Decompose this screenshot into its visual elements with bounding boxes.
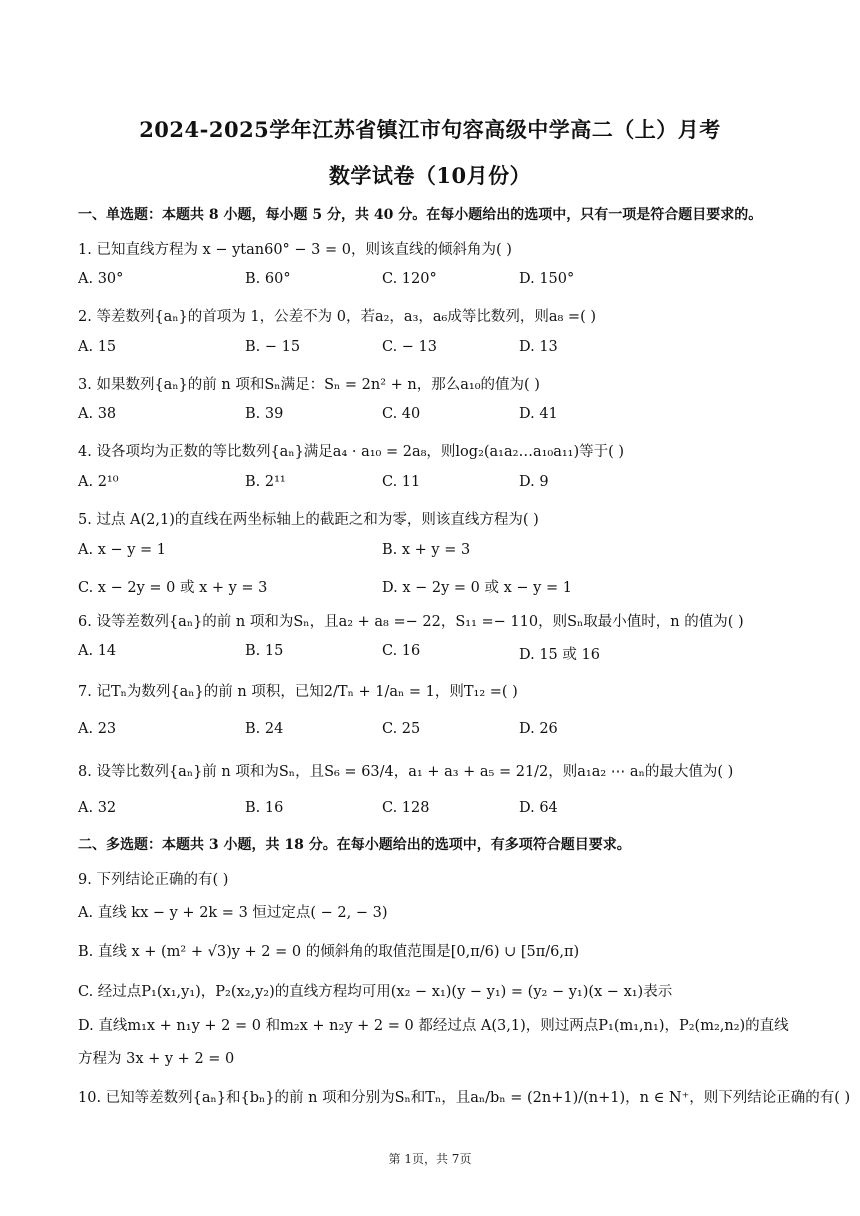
question-1-option-d: D. 150° xyxy=(519,271,575,287)
question-7-option-b: B. 24 xyxy=(245,721,284,737)
question-9-option-d-line1: D. 直线m₁x + n₁y + 2 = 0 和m₂x + n₂y + 2 = 0 都经过点 A(3,1)，则过两点P₁(m₁,n₁)，P₂(m₂,n₂)的直线 xyxy=(78,1018,789,1034)
question-7-option-a: A. 23 xyxy=(78,721,117,737)
question-4-option-c: C. 11 xyxy=(382,474,421,490)
question-3-option-b: B. 39 xyxy=(245,406,284,422)
question-7-option-d: D. 26 xyxy=(519,721,558,737)
question-9-stem: 9. 下列结论正确的有( ) xyxy=(78,872,229,888)
question-9-option-a: A. 直线 kx − y + 2k = 3 恒过定点( − 2, − 3) xyxy=(78,905,388,921)
question-4-option-d: D. 9 xyxy=(519,474,549,490)
question-3-option-d: D. 41 xyxy=(519,406,558,422)
question-8-option-b: B. 16 xyxy=(245,800,284,816)
question-1-option-b: B. 60° xyxy=(245,271,291,287)
exam-title-line1: 2024-2025学年江苏省镇江市句容高级中学高二（上）月考 xyxy=(139,117,721,142)
question-2-option-c: C. − 13 xyxy=(382,339,438,355)
question-6-option-d: D. 15 或 16 xyxy=(519,647,600,663)
question-5-option-a: A. x − y = 1 xyxy=(78,542,167,558)
question-1-stem: 1. 已知直线方程为 x − ytan60° − 3 = 0，则该直线的倾斜角为( ) xyxy=(78,242,512,258)
exam-title-line2: 数学试卷（10月份） xyxy=(328,163,532,188)
question-9-option-d-line2: 方程为 3x + y + 2 = 0 xyxy=(78,1051,235,1067)
question-4-stem: 4. 设各项均为正数的等比数列{aₙ}满足a₄ · a₁₀ = 2a₈，则log₂(a₁a₂…a₁₀a₁₁)等于( ) xyxy=(78,444,625,460)
question-9-option-c: C. 经过点P₁(x₁,y₁)，P₂(x₂,y₂)的直线方程均可用(x₂ − x₁)(y − y₁) = (y₂ − y₁)(x − x₁)表示 xyxy=(78,984,673,1000)
question-2-option-d: D. 13 xyxy=(519,339,558,355)
question-4-option-b: B. 2¹¹ xyxy=(245,474,286,490)
question-2-stem: 2. 等差数列{aₙ}的首项为 1，公差不为 0，若a₂，a₃，a₆成等比数列，则a₈ =( ) xyxy=(78,309,596,325)
question-5-option-c: C. x − 2y = 0 或 x + y = 3 xyxy=(78,580,268,596)
question-6-option-c: C. 16 xyxy=(382,643,421,659)
question-1-option-a: A. 30° xyxy=(78,271,124,287)
question-6-option-a: A. 14 xyxy=(78,643,117,659)
question-7-stem: 7. 记Tₙ为数列{aₙ}的前 n 项积，已知2/Tₙ + 1/aₙ = 1，则T₁₂ =( ) xyxy=(78,684,518,700)
question-8-option-c: C. 128 xyxy=(382,800,430,816)
question-8-option-d: D. 64 xyxy=(519,800,558,816)
question-8-stem: 8. 设等比数列{aₙ}前 n 项和为Sₙ，且S₆ = 63/4，a₁ + a₃ + a₅ = 21/2，则a₁a₂ ⋯ aₙ的最大值为( ) xyxy=(78,764,734,780)
question-9-option-b: B. 直线 x + (m² + √3)y + 2 = 0 的倾斜角的取值范围是[0,π/6) ∪ [5π/6,π) xyxy=(78,944,580,960)
question-1-option-c: C. 120° xyxy=(382,271,437,287)
question-2-option-b: B. − 15 xyxy=(245,339,301,355)
question-7-option-c: C. 25 xyxy=(382,721,421,737)
question-5-option-b: B. x + y = 3 xyxy=(382,542,471,558)
question-5-stem: 5. 过点 A(2,1)的直线在两坐标轴上的截距之和为零，则该直线方程为( ) xyxy=(78,512,539,528)
question-3-option-c: C. 40 xyxy=(382,406,421,422)
question-8-option-a: A. 32 xyxy=(78,800,117,816)
question-5-option-d: D. x − 2y = 0 或 x − y = 1 xyxy=(382,580,572,596)
question-10-stem: 10. 已知等差数列{aₙ}和{bₙ}的前 n 项和分别为Sₙ和Tₙ，且aₙ/bₙ = (2n+1)/(n+1)，n ∈ N⁺，则下列结论正确的有( ) xyxy=(78,1090,851,1106)
section-multiple-choice-heading: 二、多选题：本题共 3 小题，共 18 分。在每小题给出的选项中，有多项符合题目要求。 xyxy=(78,837,631,853)
question-4-option-a: A. 2¹⁰ xyxy=(78,474,119,490)
question-2-option-a: A. 15 xyxy=(78,339,117,355)
question-3-stem: 3. 如果数列{aₙ}的前 n 项和Sₙ满足：Sₙ = 2n² + n，那么a₁₀的值为( ) xyxy=(78,377,540,393)
page-footer: 第 1页，共 7页 xyxy=(388,1152,472,1166)
question-3-option-a: A. 38 xyxy=(78,406,117,422)
question-6-stem: 6. 设等差数列{aₙ}的前 n 项和为Sₙ，且a₂ + a₈ =− 22，S₁₁ =− 110，则Sₙ取最小值时，n 的值为( ) xyxy=(78,614,744,630)
question-6-option-b: B. 15 xyxy=(245,643,284,659)
section-single-choice-heading: 一、单选题：本题共 8 小题，每小题 5 分，共 40 分。在每小题给出的选项中，只有一项是符合题目要求的。 xyxy=(78,207,763,223)
